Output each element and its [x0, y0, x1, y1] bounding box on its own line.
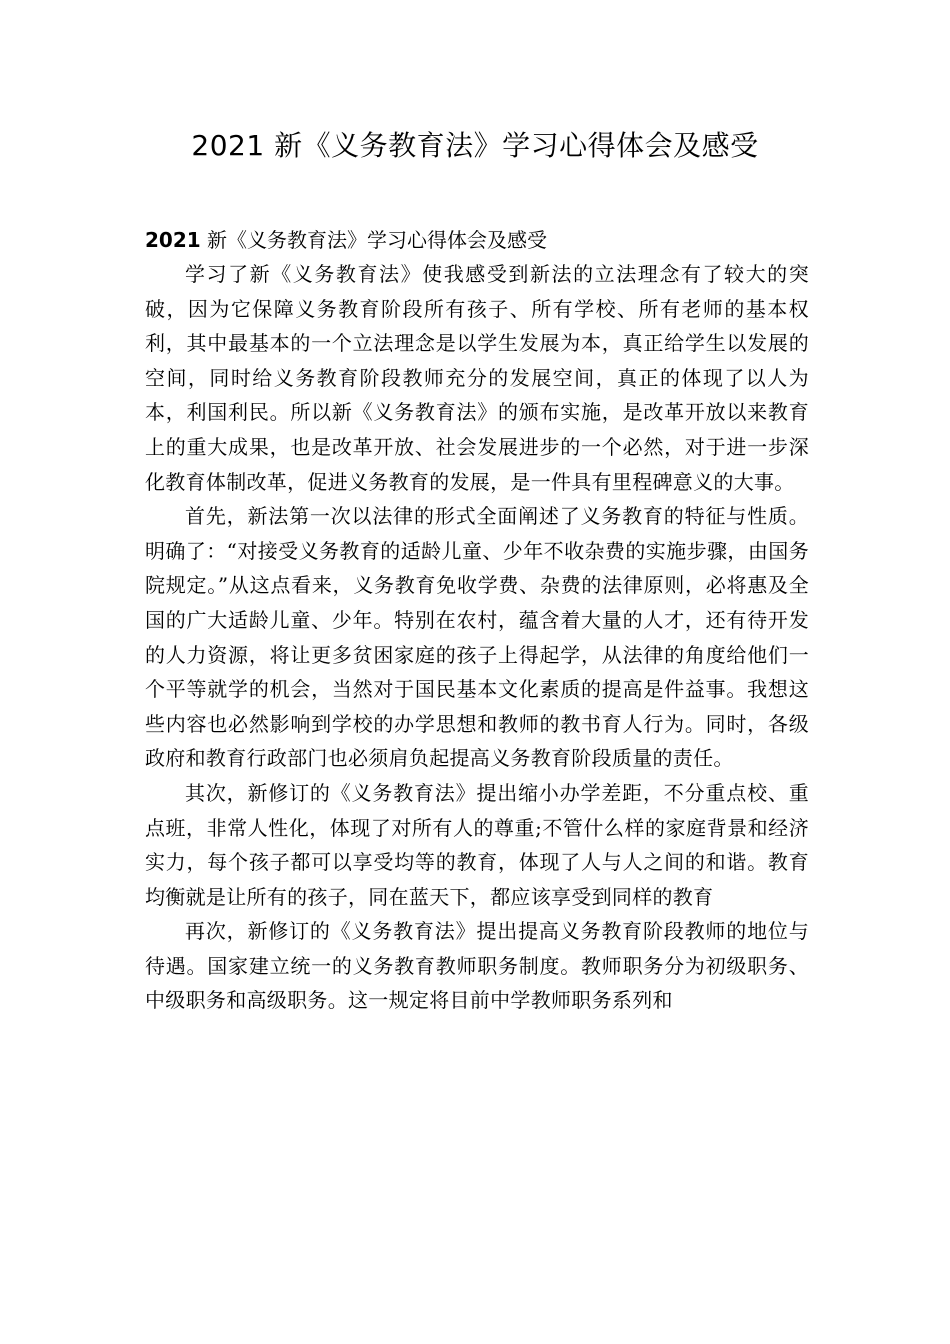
subtitle-year: 2021: [145, 228, 201, 252]
paragraph-first: 首先，新法第一次以法律的形式全面阐述了义务教育的特征与性质。明确了：“对接受义务教育的适龄儿童、少年不收杂费的实施步骤，由国务院规定。”从这点看来，义务教育免收学费、杂费的法律原则，必将惠及全国的广大适龄儿童、少年。特别在农村，蕴含着大量的人才，还有待开发的人力资源，将让更多贫困家庭的孩子上得起学，从法律的角度给他们一个平等就学的机会，当然对于国民基本文化素质的提高是件益事。我想这些内容也必然影响到学校的办学思想和教师的教书育人行为。同时，各级政府和教育行政部门也必须肩负起提高义务教育阶段质量的责任。: [145, 504, 809, 771]
paragraph-third: 再次，新修订的《义务教育法》提出提高义务教育阶段教师的地位与待遇。国家建立统一的义务教育教师职务制度。教师职务分为初级职务、中级职务和高级职务。这一规定将目前中学教师职务系列和: [145, 919, 809, 1013]
paragraph-intro: 学习了新《义务教育法》使我感受到新法的立法理念有了较大的突破，因为它保障义务教育阶段所有孩子、所有学校、所有老师的基本权利，其中最基本的一个立法理念是以学生发展为本，真正给学生以发展的空间，同时给义务教育阶段教师充分的发展空间，真正的体现了以人为本，利国利民。所以新《义务教育法》的颁布实施，是改革开放以来教育上的重大成果，也是改革开放、社会发展进步的一个必然，对于进一步深化教育体制改革，促进义务教育的发展，是一件具有里程碑意义的大事。: [145, 262, 809, 494]
subtitle-text: 新《义务教育法》学习心得体会及感受: [200, 228, 548, 252]
document-title: 2021 新《义务教育法》学习心得体会及感受: [191, 129, 759, 162]
paragraph-second: 其次，新修订的《义务教育法》提出缩小办学差距，不分重点校、重点班，非常人性化，体现了对所有人的尊重;不管什么样的家庭背景和经济实力，每个孩子都可以享受均等的教育，体现了人与人之间的和谐。教育均衡就是让所有的孩子，同在蓝天下，都应该享受到同样的教育: [145, 780, 809, 909]
document-subtitle: [145, 223, 809, 257]
document-body: [145, 223, 809, 1018]
